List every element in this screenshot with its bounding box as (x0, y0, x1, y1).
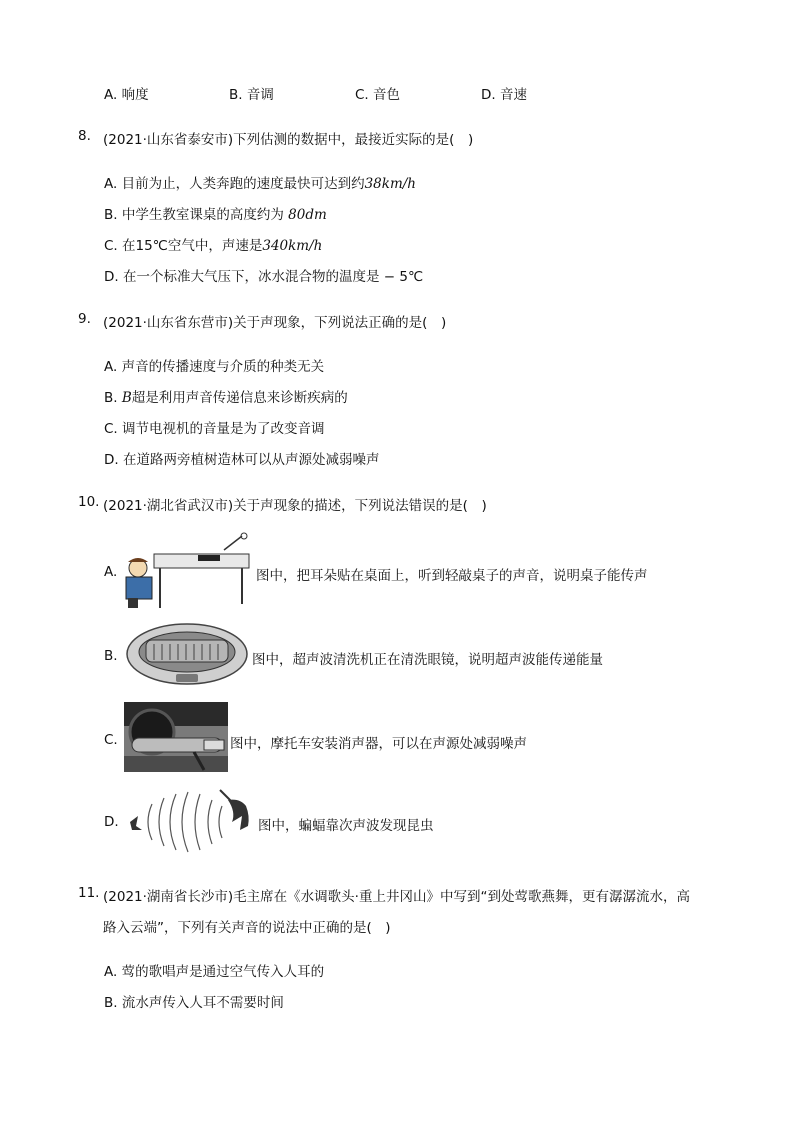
choice-math: 38km/h (364, 176, 416, 192)
q9-choice-d: D. 在道路两旁植树造林可以从声源处减弱噪声 (104, 452, 380, 468)
option-d: D. 音速 (481, 87, 527, 103)
ear-on-desk-image (124, 532, 254, 608)
q11-choice-a: A. 莺的歌唱声是通过空气传入人耳的 (104, 964, 325, 980)
choice-math: B (121, 390, 132, 406)
question-number: 8. (78, 128, 91, 144)
q8-choice-a (104, 172, 416, 192)
question-number: 11. (78, 885, 100, 901)
q10-choice-b-label: B. (104, 648, 118, 664)
question-number: 10. (78, 494, 100, 510)
q8-choice-b (104, 203, 327, 223)
question-stem: (2021·山东省泰安市)下列估测的数据中，最接近实际的是( ) (103, 132, 474, 148)
question-stem: (2021·山东省东营市)关于声现象，下列说法正确的是( ) (103, 315, 447, 331)
motorcycle-muffler-image (124, 702, 228, 772)
q9-choice-a: A. 声音的传播速度与介质的种类无关 (104, 359, 325, 375)
q10-choice-a-label: A. (104, 564, 118, 580)
q8-choice-c (104, 234, 322, 254)
q10-choice-d-text: 图中，蝙蝠靠次声波发现昆虫 (258, 818, 434, 834)
choice-text: 超是利用声音传递信息来诊断疾病的 (131, 390, 348, 406)
choice-math: 80dm (288, 207, 327, 223)
option-c: C. 音色 (355, 87, 401, 103)
question-stem-line-1: (2021·湖南省长沙市)毛主席在《水调歌头·重上井冈山》中写到“到处莺歌燕舞，更有潺潺流水，高 (103, 889, 690, 905)
q8-choice-d: D. 在一个标准大气压下，冰水混合物的温度是 − 5℃ (104, 269, 424, 285)
option-b: B. 音调 (229, 87, 274, 103)
q10-choice-d-label: D. (104, 814, 119, 830)
bat-echolocation-image (124, 786, 256, 856)
q9-choice-b (104, 386, 348, 406)
option-a: A. 响度 (104, 87, 149, 103)
q10-choice-b-text: 图中，超声波清洗机正在清洗眼镜，说明超声波能传递能量 (252, 652, 603, 668)
q9-choice-c: C. 调节电视机的音量是为了改变音调 (104, 421, 325, 437)
choice-text: B. 中学生教室课桌的高度约为 (104, 207, 289, 223)
question-number: 9. (78, 311, 91, 327)
choice-math: 340km/h (262, 238, 323, 254)
q10-choice-a-text: 图中，把耳朵贴在桌面上，听到轻敲桌子的声音，说明桌子能传声 (256, 568, 648, 584)
question-stem-line-2: 路入云端”，下列有关声音的说法中正确的是( ) (103, 920, 391, 936)
choice-text: C. 在15℃空气中，声速是 (104, 238, 263, 254)
q10-choice-c-text: 图中，摩托车安装消声器，可以在声源处减弱噪声 (230, 736, 527, 752)
choice-text: A. 目前为止，人类奔跑的速度最快可达到约 (104, 176, 365, 192)
q11-choice-b: B. 流水声传入人耳不需要时间 (104, 995, 284, 1011)
question-stem: (2021·湖北省武汉市)关于声现象的描述，下列说法错误的是( ) (103, 498, 487, 514)
choice-text: B. (104, 390, 122, 406)
ultrasonic-cleaner-image (124, 620, 250, 688)
q10-choice-c-label: C. (104, 732, 118, 748)
